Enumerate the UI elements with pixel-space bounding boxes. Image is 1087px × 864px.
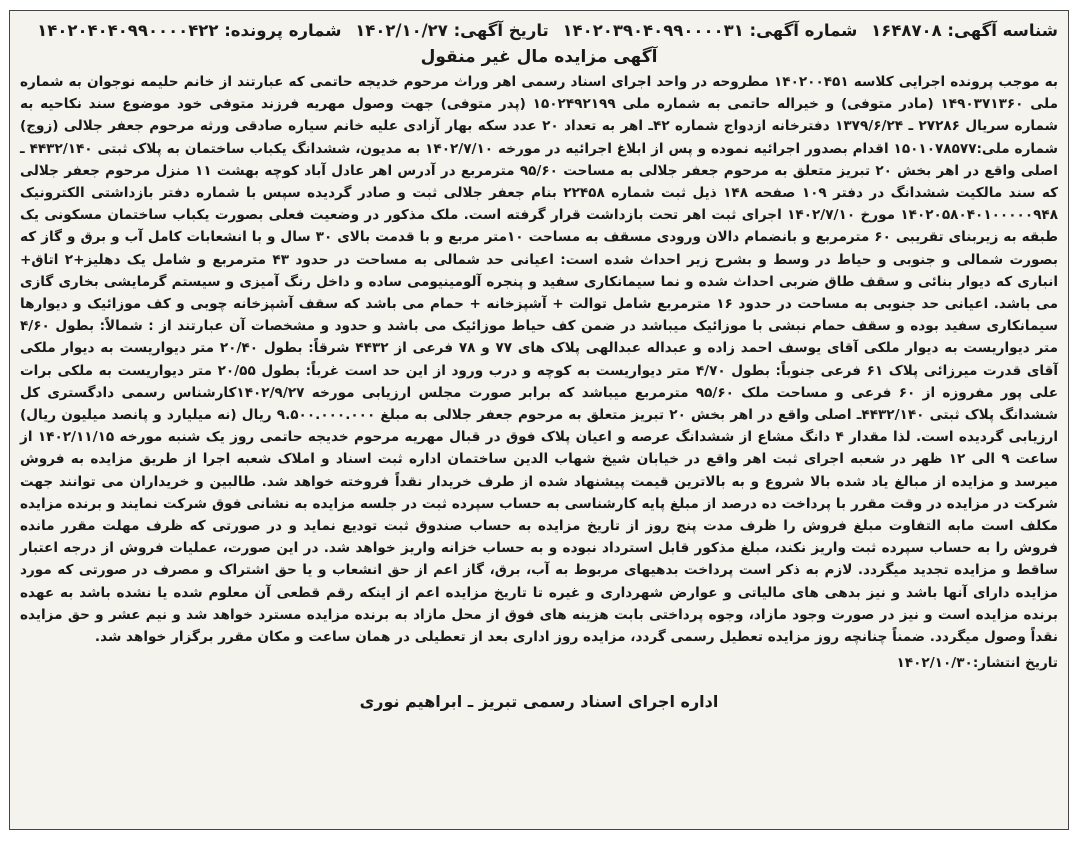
notice-body <box>20 71 1058 648</box>
notice-date: تاریخ آگهی: ۱۴۰۲/۱۰/۲۷ <box>355 21 549 40</box>
publication-date: تاریخ انتشار:۱۴۰۲/۱۰/۳۰ <box>896 655 1058 672</box>
notice-title: آگهی مزایده مال غیر منقول <box>420 47 658 67</box>
notice-id: شناسه آگهی: ۱۶۴۸۷۰۸ <box>871 21 1058 40</box>
notice-number: شماره آگهی: ۱۴۰۲۰۳۹۰۴۰۹۹۰۰۰۰۳۱ <box>562 21 858 40</box>
notice-body-text: به موجب پرونده اجرایی کلاسه ۱۴۰۲۰۰۴۵۱ مطروحه در واحد اجرای اسناد رسمی اهر وراث مرحوم خدیجه حاتمی که عبارتند از خانم حلیمه نوجوان به شماره ملی ۱۴۹۰۳۷۱۳۶۰ (مادر متوفی) و خیراله حاتمی به شماره ملی ۱۵۰۲۴۹۲۱۹۹ (پدر متوفی) جهت وصول مهریه فرزند متوفی خود موضوع سند نکاحیه به شماره سریال ۲۷۲۸۶ ـ ۱۳۷۹/۶/۲۴ دفترخانه ازدواج شماره ۴۲ـ اهر به تعداد ۲۰ عدد سکه بهار آزادی علیه خانم سیاره صادقی ورثه مرحوم جعفر جلالی (زوج) شماره ملی:۱۵۰۱۰۷۸۵۷۷ اقدام بصدور اجرائیه نموده و پس از ابلاغ اجرائیه در مورخه ۱۴۰۲/۷/۱۰ به مدیون، ششدانگ یکباب ساختمان به پلاک ثبتی ۴۴۳۲/۱۴۰ ـ اصلی واقع در اهر بخش ۲۰ تبریز متعلق به مرحوم جعفر جلالی به مساحت ۹۵/۶۰ مترمربع در آدرس اهر عادل آباد کوچه بهشت ۱۱ منزل مرحوم جعفر جلالی که سند مالکیت ششدانگ در دفتر ۱۰۹ صفحه ۱۴۸ ذیل ثبت شماره ۲۲۴۵۸ بنام جعفر جلالی ثبت و صادر گردیده سپس با شماره دفتر بازداشتی الکترونیک ۱۴۰۲۰۵۸۰۴۰۱۰۰۰۰۰۹۴۸ مورخ ۱۴۰۲/۷/۱۰ اجرای ثبت اهر تحت بازداشت قرار گرفته است. ملک مذکور در وضعیت فعلی بصورت یکباب ساختمان مسکونی یک طبقه به زیربنای تقریبی ۶۰ مترمربع و بانضمام دالان ورودی مسقف به مساحت ۱۰متر مربع و با قدمت بالای ۳۰ سال و با انشعابات کامل آب و برق و گاز که بصورت شمالی و جنوبی و حیاط در وسط و بشرح زیر احداث شده است: اعیانی حد شمالی به مساحت در حدود ۴۳ مترمربع و شامل یک دهلیز+۲ اتاق+ انباری که دیوار بنائی و سقف طاق ضربی احداث شده و نما سیمانکاری سفید و پنجره آلومینیومی ساده و داخل رنگ آمیزی و سیستم گرمایشی بخاری گازی می باشد. اعیانی حد جنوبی به مساحت در حدود ۱۶ مترمربع شامل توالت + آشپزخانه + حمام می باشد که سقف آشپزخانه چوبی و کف موزائیک و دیوارها سیمانکاری سفید بوده و سقف حمام نبشی با موزائیک میباشد در ضمن کف حیاط موزائیک می باشد و حدود و مشخصات آن عبارتند از : شمالاً: بطول ۴/۶۰ متر دیواریست به دیوار ملکی آقای یوسف احمد زاده و عبداله عبدالهی پلاک های ۷۷ و ۷۸ فرعی از ۴۴۳۲ شرقاً: بطول ۲۰/۴۰ متر دیواریست به دیوار ملکی آقای قدرت میرزائی پلاک ۶۱ فرعی جنوباً: بطول ۴/۷۰ متر دیواریست به کوچه و درب ورود از این حد است غرباً: بطول ۲۰/۵۵ متر دیواریست به ملکی برات علی پور مفروزه از ۶۰ فرعی و مساحت ملک ۹۵/۶۰ مترمربع میباشد که برابر صورت مجلس ارزیابی مورخه ۱۴۰۲/۹/۲۷کارشناس رسمی دادگستری کل ششدانگ پلاک ثبتی ۴۴۳۲/۱۴۰ـ اصلی واقع در اهر بخش ۲۰ تبریز متعلق به مرحوم جعفر جلالی به مبلغ ۹.۵۰۰.۰۰۰.۰۰۰ ریال (نه میلیارد و پانصد میلیون ریال) ارزیابی گردیده است. لذا مقدار ۴ دانگ مشاع از ششدانگ عرصه و اعیان پلاک فوق در قبال مهریه مرحوم خدیجه حاتمی روز یک شنبه مورخه ۱۴۰۲/۱۱/۱۵ از ساعت ۹ الی ۱۲ ظهر در شعبه اجرای ثبت اهر واقع در خیابان شیخ شهاب الدین ساختمان اداره ثبت اسناد و املاک شعبه اجرا از طریق مزایده به فروش میرسد و مزایده از مبالغ یاد شده بالا شروع و به بالاترین قیمت پیشنهاد شده از طرف خریدار نقداً فروخته خواهد شد. طالبین و خریداران می توانند جهت شرکت در مزایده در وقت مقرر با پرداخت ده درصد از مبلغ پایه کارشناسی به حساب سپرده ثبت در جلسه مزایده به نشانی فوق شرکت نمایند و برنده مزایده مکلف است مابه التفاوت مبلغ فروش را ظرف مدت پنج روز از تاریخ مزایده به حساب صندوق ثبت تودیع نماید و در صورتی که ظرف مهلت مقرر مانده فروش را به حساب سپرده ثبت واریز نکند، مبلغ مذکور قابل استرداد نبوده و به حساب خزانه واریز خواهد شد. در این صورت، عملیات فروش از درجه اعتبار ساقط و مزایده تجدید میگردد. لازم به ذکر است پرداخت بدهیهای مربوط به آب، برق، گاز اعم از حق انشعاب و یا حق اشتراک و مصرف در صورتی که مورد مزایده دارای آنها باشد و نیز بدهی های مالیاتی و عوارض شهرداری و غیره تا تاریخ مزایده اعم از اینکه رقم قطعی آن معلوم شده یا نشده باشد به عهده برنده مزایده است و نیز در صورت وجود مازاد، وجوه پرداختی بابت هزینه های فوق از محل مازاد به برنده مزایده مسترد خواهد شد و نیم عشر و حق مزایده نقداً وصول میگردد. ضمناً چنانچه روز مزایده تعطیل رسمی گردد، مزایده روز اداری بعد از تعطیلی در همان ساعت و مکان مقرر برگزار خواهد شد. <box>20 74 1059 646</box>
issuer-signature: اداره اجرای اسناد رسمی تبریز ـ ابراهیم نوری <box>359 692 719 712</box>
notice-header <box>20 19 1058 43</box>
file-number: شماره پرونده: ۱۴۰۲۰۴۰۴۰۹۹۰۰۰۰۴۲۲ <box>37 21 342 40</box>
auction-notice <box>9 10 1069 830</box>
